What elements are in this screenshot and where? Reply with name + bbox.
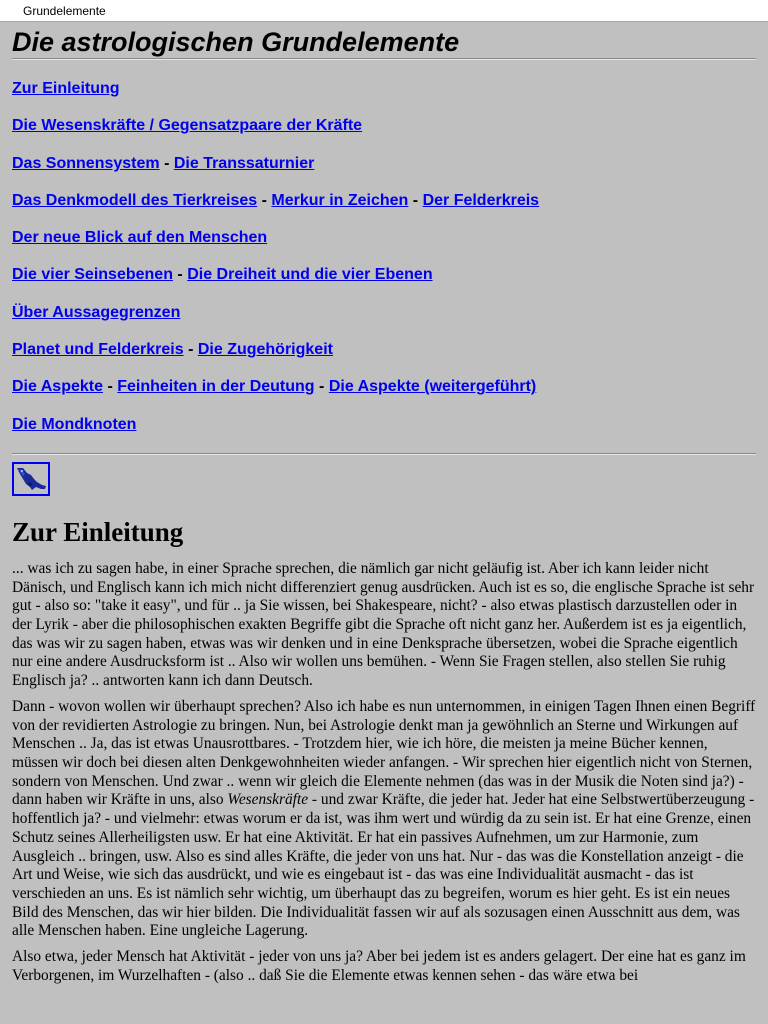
toc-row bbox=[12, 192, 756, 229]
toc-row bbox=[12, 266, 756, 303]
toc-row bbox=[12, 80, 756, 117]
toc-row bbox=[12, 416, 756, 453]
divider-bottom bbox=[12, 453, 756, 455]
toc-link[interactable]: Der neue Blick auf den Menschen bbox=[12, 229, 268, 247]
paragraph-3: Also etwa, jeder Mensch hat Aktivität - jeder von uns ja? Aber bei jedem ist es anders gelagert. Der eine hat es ganz im Verborgenen, im Wurzelhaften - (also .. daß Sie die Elemente etwas kennen sehen - das wäre etwa bei bbox=[12, 948, 746, 984]
section-body bbox=[12, 560, 756, 985]
toc-link[interactable]: Die vier Seinsebenen bbox=[12, 266, 173, 284]
page-title: Die astrologischen Grundelemente bbox=[12, 27, 460, 57]
toc-row bbox=[12, 117, 756, 154]
toc-link[interactable]: Die Aspekte bbox=[12, 378, 103, 396]
table-of-contents bbox=[12, 80, 756, 453]
toc-link[interactable]: Der Felderkreis bbox=[422, 191, 540, 209]
toc-link[interactable]: Über Aussagegrenzen bbox=[12, 303, 181, 321]
paragraph-1: ... was ich zu sagen habe, in einer Sprache sprechen, die nämlich gar nicht geläufig ist. Aber ich kann leider nicht Dänisch, und Englisch kann ich mich nicht differenziert genug ausdrücken. Auch ist es so, die englische Sprache ist sehr gut - also so: "take it easy", und für .. ja Sie wissen, bei Shakespeare, nicht? - also etwas plastisch darzustellen oder in der Lyrik - aber die philosophischen exakten Begriffe gibt die Sprache oft nicht ganz her. Außerdem ist es ja eigentlich, das was wir zu sagen haben, etwas was wir denken und in eine Denksprache übersetzen, wobei die Sprache eigentlich nur eine andere Ausdrucksform ist .. Also wir wollen uns bemühen. - Wenn Sie Fragen stellen, also stellen Sie ruhig Englisch ja? .. antworten kann ich dann Deutsch. bbox=[12, 559, 755, 690]
bird-icon-graphic bbox=[14, 464, 48, 494]
paragraph-2-emphasis: Wesenskräfte bbox=[227, 791, 309, 809]
toc-link[interactable]: Feinheiten in der Deutung bbox=[117, 378, 315, 396]
toc-separator: - bbox=[107, 378, 113, 396]
toc-row bbox=[12, 155, 756, 192]
toc-separator: - bbox=[319, 378, 325, 396]
paragraph-2 bbox=[12, 698, 756, 941]
tab-bar bbox=[0, 0, 768, 22]
tab-title[interactable]: Grundelemente bbox=[23, 4, 106, 18]
toc-separator: - bbox=[177, 266, 183, 284]
toc-link[interactable]: Die Zugehörigkeit bbox=[197, 341, 333, 359]
toc-separator: - bbox=[412, 191, 419, 209]
toc-link[interactable]: Merkur in Zeichen bbox=[271, 191, 409, 209]
toc-link[interactable]: Zur Einleitung bbox=[12, 80, 120, 97]
toc-link[interactable]: Das Denkmodell des Tierkreises bbox=[12, 191, 258, 209]
toc-link[interactable]: Planet und Felderkreis bbox=[12, 341, 184, 359]
toc-separator: - bbox=[261, 191, 267, 209]
toc-row bbox=[12, 341, 756, 378]
toc-link[interactable]: Das Sonnensystem bbox=[12, 154, 160, 172]
toc-link[interactable]: Die Transsaturnier bbox=[173, 154, 315, 172]
divider-top bbox=[12, 58, 756, 60]
section-title: Zur Einleitung bbox=[12, 516, 184, 547]
toc-row bbox=[12, 229, 756, 266]
toc-row bbox=[12, 304, 756, 341]
toc-link[interactable]: Die Aspekte (weitergeführt) bbox=[328, 378, 537, 396]
toc-link[interactable]: Die Wesenskräfte / Gegensatzpaare der Kräfte bbox=[12, 117, 363, 135]
paragraph-2-text-b: - und zwar Kräfte, die jeder hat. Jeder hat eine Selbstwertüberzeugung - hoffentlich ja? - und vielmehr: etwas worum er da ist, was ihm wert und würdig da zu sein ist. Er hat eine Grenze, einen Schutz seines Allerheiligsten usw. Er hat eine Aktivität. Er hat ein passives Aufnehmen, um zur Harmonie, zum Ausgleich .. bringen, usw. Also es sind alles Kräfte, die jeder von uns hat. Nur - das was die Konstellation anzeigt - die Art und Weise, wie sich das ausdrückt, und wie es eingebaut ist - das was eine Individualität ausmacht - das ist verschieden an uns. Es ist nämlich sehr wichtig, um überhaupt das zu begreifen, worum es hier geht. Es ist ein neues Bild des Menschen, das wir hier bilden. Die Individualität fassen wir auf als sozusagen einen Ausschnitt aus dem, was alle Menschen haben. Eine ungleiche Lagerung. bbox=[12, 791, 755, 940]
toc-row bbox=[12, 378, 756, 415]
paragraph-2-text-a: Dann - wovon wollen wir überhaupt sprechen? Also ich habe es nun unternommen, in einigen Tagen Ihnen einen Begriff von der revidierten Astrologie zu bringen. Nun, bei Astrologie denkt man ja gewöhnlich an Sterne und Wirkungen auf Menschen .. Ja, das ist etwas Unausrottbares. - Trotzdem hier, wie ich höre, die meisten ja meine Bücher kennen, müssen wir doch bei diesen alten Denkgewohnheiten wieder anfangen. - Wir sprechen hier eigentlich nicht von Sternen, sondern von Menschen. Und zwar .. wenn wir gleich die Elemente nehmen (das was in der Musik die Noten sind ja?) - dann haben wir Kräfte in uns, also bbox=[12, 697, 756, 809]
toc-link[interactable]: Die Mondknoten bbox=[12, 415, 137, 433]
toc-separator: - bbox=[164, 154, 170, 172]
bird-home-icon[interactable] bbox=[12, 462, 50, 496]
toc-link[interactable]: Die Dreiheit und die vier Ebenen bbox=[187, 266, 433, 284]
toc-separator: - bbox=[188, 341, 194, 359]
page-content bbox=[12, 22, 756, 992]
